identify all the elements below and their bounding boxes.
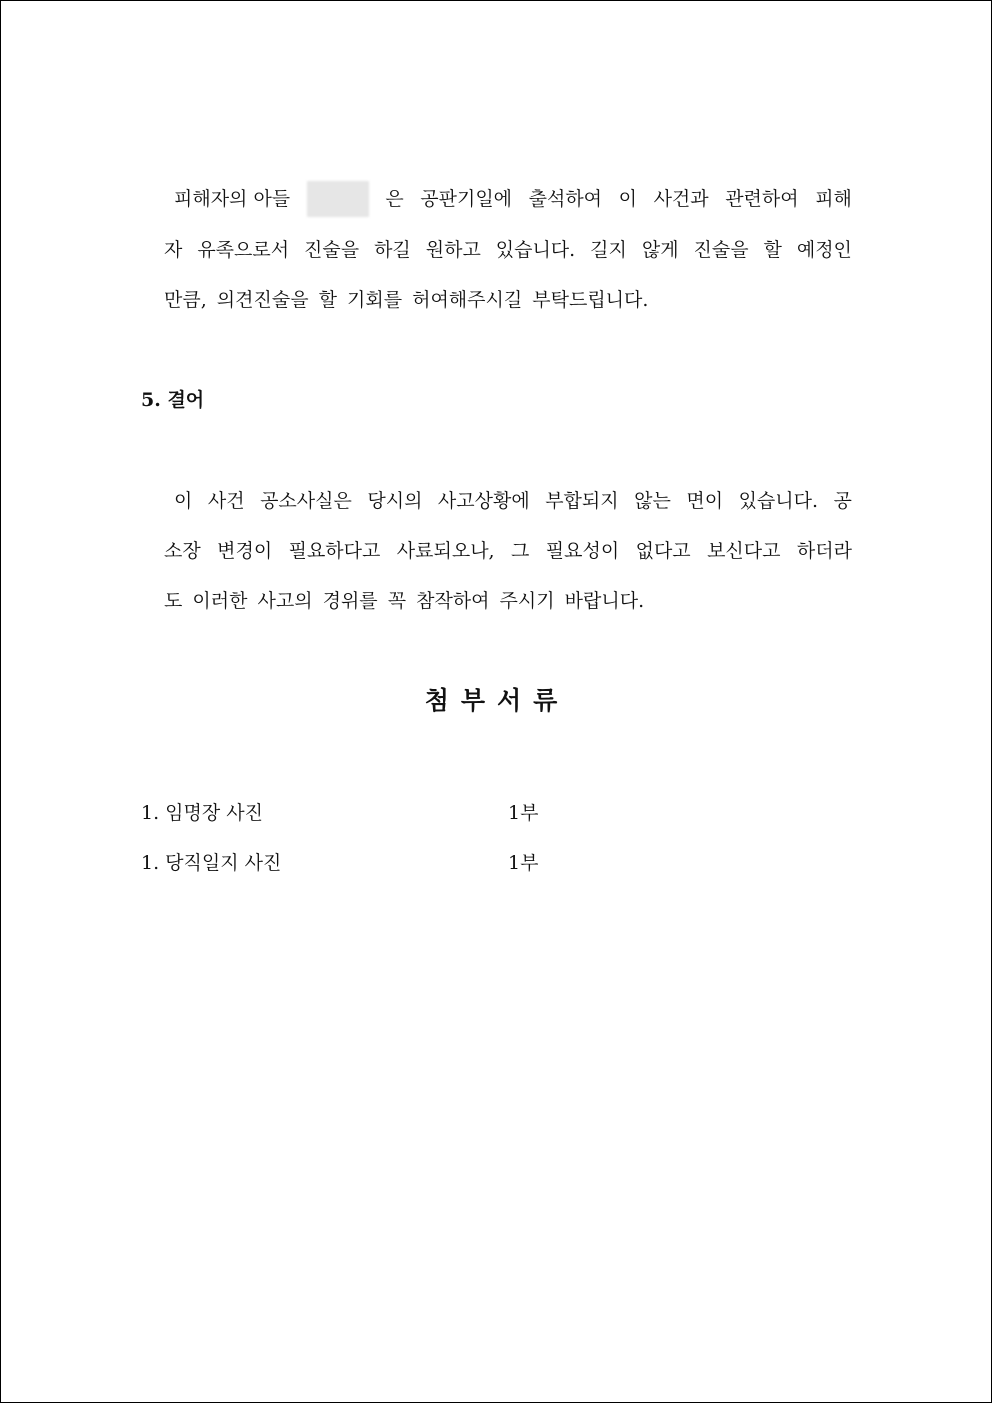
word: 예정인 bbox=[796, 239, 852, 261]
word: 이 bbox=[618, 188, 637, 210]
word: 있습니다. bbox=[495, 239, 576, 261]
word: 않게 bbox=[641, 239, 679, 261]
paragraph-line bbox=[164, 538, 852, 564]
word: 할 bbox=[763, 239, 782, 261]
word: 사료되오나, bbox=[396, 540, 495, 562]
word: 진술을 bbox=[693, 239, 749, 261]
paragraph-line: 도 이러한 사고의 경위를 꼭 참작하여 주시기 바랍니다. bbox=[164, 590, 645, 612]
word: 이 bbox=[174, 490, 193, 512]
word: 출석하여 bbox=[528, 188, 603, 210]
section-heading: 5. 결어 bbox=[141, 389, 205, 411]
word: 하더라 bbox=[796, 540, 852, 562]
word: 면이 bbox=[686, 490, 724, 512]
word: 하길 bbox=[374, 239, 411, 261]
word: 필요성이 bbox=[545, 540, 620, 562]
attachment-name: 1. 임명장 사진 bbox=[141, 802, 263, 824]
attachment-quantity: 1부 bbox=[508, 852, 539, 874]
word: 관련하여 bbox=[725, 188, 799, 210]
word: 은 bbox=[385, 188, 404, 210]
word: 필요하다고 bbox=[288, 540, 381, 562]
word: 공 bbox=[833, 490, 852, 512]
word: 사건 bbox=[207, 490, 245, 512]
word: 공소사실은 bbox=[260, 490, 352, 512]
word: 있습니다. bbox=[738, 490, 819, 512]
attachment-quantity: 1부 bbox=[508, 802, 539, 824]
word: 변경이 bbox=[217, 540, 273, 562]
attachment-name: 1. 당직일지 사진 bbox=[141, 852, 282, 874]
paragraph-line: 만큼, 의견진술을 할 기회를 허여해주시길 부탁드립니다. bbox=[164, 289, 649, 311]
word: 보신다고 bbox=[707, 540, 781, 562]
attachments-title: 첨부서류 bbox=[424, 686, 570, 715]
redacted-name bbox=[307, 181, 369, 217]
paragraph-line bbox=[174, 186, 852, 212]
word: 사건과 bbox=[653, 188, 709, 210]
paragraph-line bbox=[174, 488, 852, 514]
word: 부합되지 bbox=[545, 490, 619, 512]
word: 길지 bbox=[590, 239, 627, 261]
word: 공판기일에 bbox=[420, 188, 513, 210]
word: 소장 bbox=[164, 540, 201, 562]
word: 사고상황에 bbox=[437, 490, 530, 512]
word: 피해 bbox=[815, 188, 852, 210]
word: 않는 bbox=[634, 490, 671, 512]
word: 없다고 bbox=[635, 540, 691, 562]
paragraph-line bbox=[164, 237, 852, 263]
text-segment: 피해자의 아들 bbox=[174, 188, 291, 210]
word: 원하고 bbox=[425, 239, 481, 261]
word: 자 bbox=[164, 239, 183, 261]
word: 유족으로서 bbox=[197, 239, 290, 261]
word: 그 bbox=[511, 540, 530, 562]
word: 당시의 bbox=[367, 490, 423, 512]
word: 진술을 bbox=[304, 239, 360, 261]
